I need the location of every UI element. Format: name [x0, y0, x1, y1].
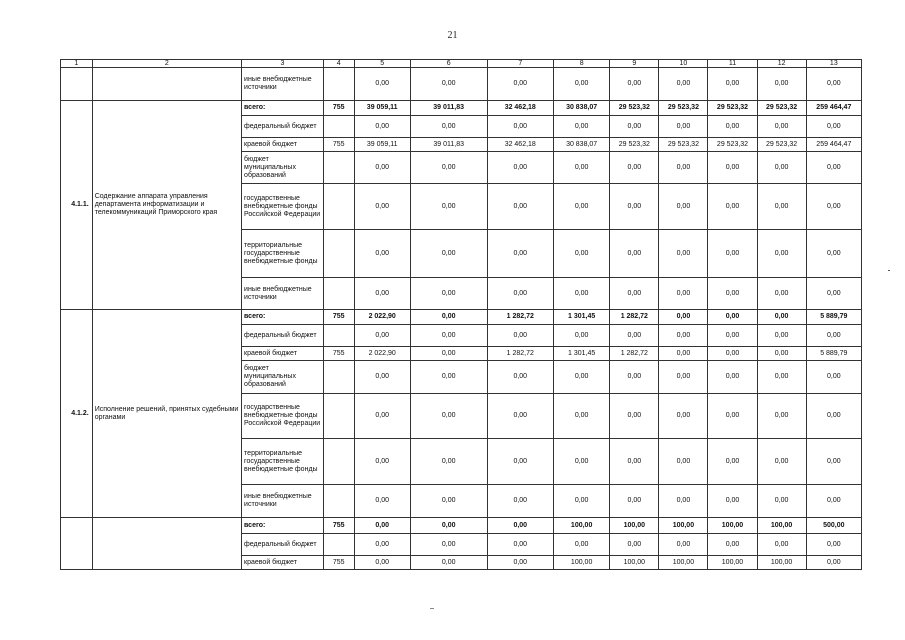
- grbs-cell: [323, 278, 354, 310]
- value-cell: 0,00: [708, 325, 757, 347]
- value-cell: 0,00: [806, 230, 861, 278]
- value-cell: 0,00: [806, 534, 861, 556]
- value-cell: 39 059,11: [354, 101, 410, 116]
- grbs-cell: [323, 325, 354, 347]
- value-cell: 0,00: [659, 325, 708, 347]
- funding-source-cell: иные внебюджетные источники: [242, 68, 324, 101]
- column-number-header: 2: [92, 60, 241, 68]
- value-cell: 0,00: [410, 347, 487, 361]
- value-cell: 39 059,11: [354, 138, 410, 152]
- value-cell: 0,00: [708, 184, 757, 230]
- funding-source-cell: всего:: [242, 310, 324, 325]
- value-cell: 0,00: [610, 485, 659, 518]
- value-cell: 0,00: [487, 152, 553, 184]
- value-cell: 0,00: [708, 485, 757, 518]
- value-cell: 0,00: [410, 534, 487, 556]
- value-cell: 100,00: [757, 518, 806, 534]
- value-cell: 0,00: [487, 230, 553, 278]
- funding-source-cell: краевой бюджет: [242, 347, 324, 361]
- value-cell: 32 462,18: [487, 101, 553, 116]
- grbs-cell: [323, 116, 354, 138]
- value-cell: 0,00: [354, 485, 410, 518]
- value-cell: 0,00: [708, 310, 757, 325]
- value-cell: 0,00: [757, 184, 806, 230]
- value-cell: 32 462,18: [487, 138, 553, 152]
- grbs-cell: [323, 439, 354, 485]
- value-cell: 0,00: [354, 325, 410, 347]
- measure-code-cell: 4.1.2.: [61, 310, 93, 518]
- funding-source-cell: федеральный бюджет: [242, 534, 324, 556]
- value-cell: 39 011,83: [410, 101, 487, 116]
- value-cell: 0,00: [354, 439, 410, 485]
- value-cell: 0,00: [354, 394, 410, 439]
- column-number-header: 6: [410, 60, 487, 68]
- value-cell: 1 282,72: [610, 310, 659, 325]
- value-cell: 0,00: [354, 361, 410, 394]
- value-cell: 0,00: [806, 556, 861, 570]
- value-cell: 0,00: [487, 68, 553, 101]
- value-cell: 0,00: [659, 278, 708, 310]
- value-cell: 0,00: [410, 556, 487, 570]
- value-cell: 0,00: [410, 485, 487, 518]
- funding-source-cell: федеральный бюджет: [242, 325, 324, 347]
- value-cell: 1 282,72: [610, 347, 659, 361]
- value-cell: 0,00: [354, 518, 410, 534]
- funding-source-cell: территориальные государственные внебюджетные фонды: [242, 230, 324, 278]
- value-cell: 0,00: [354, 116, 410, 138]
- value-cell: 0,00: [806, 361, 861, 394]
- funding-source-cell: всего:: [242, 518, 324, 534]
- grbs-cell: [323, 394, 354, 439]
- grbs-cell: 755: [323, 310, 354, 325]
- value-cell: 0,00: [610, 361, 659, 394]
- funding-source-cell: федеральный бюджет: [242, 116, 324, 138]
- grbs-cell: [323, 534, 354, 556]
- value-cell: 259 464,47: [806, 101, 861, 116]
- value-cell: 0,00: [659, 439, 708, 485]
- scan-speck: [888, 270, 890, 271]
- value-cell: 0,00: [757, 361, 806, 394]
- value-cell: 0,00: [610, 116, 659, 138]
- value-cell: 0,00: [487, 439, 553, 485]
- grbs-cell: 755: [323, 138, 354, 152]
- value-cell: 0,00: [410, 439, 487, 485]
- value-cell: 0,00: [410, 325, 487, 347]
- column-number-header: 8: [554, 60, 610, 68]
- value-cell: 0,00: [757, 439, 806, 485]
- value-cell: 2 022,90: [354, 347, 410, 361]
- value-cell: 0,00: [354, 184, 410, 230]
- value-cell: 100,00: [659, 556, 708, 570]
- value-cell: 2 022,90: [354, 310, 410, 325]
- value-cell: 0,00: [708, 68, 757, 101]
- value-cell: 0,00: [410, 310, 487, 325]
- value-cell: 100,00: [659, 518, 708, 534]
- value-cell: 29 523,32: [659, 101, 708, 116]
- value-cell: 0,00: [554, 68, 610, 101]
- value-cell: 0,00: [410, 518, 487, 534]
- value-cell: 0,00: [354, 68, 410, 101]
- value-cell: 0,00: [554, 534, 610, 556]
- value-cell: 29 523,32: [708, 101, 757, 116]
- value-cell: 0,00: [554, 439, 610, 485]
- funding-source-cell: территориальные государственные внебюджетные фонды: [242, 439, 324, 485]
- value-cell: 0,00: [487, 184, 553, 230]
- value-cell: 0,00: [757, 116, 806, 138]
- value-cell: 0,00: [708, 116, 757, 138]
- value-cell: 30 838,07: [554, 101, 610, 116]
- value-cell: 0,00: [610, 152, 659, 184]
- header-row: [61, 60, 862, 68]
- funding-source-cell: бюджет муниципальных образований: [242, 361, 324, 394]
- value-cell: 1 301,45: [554, 310, 610, 325]
- funding-source-cell: иные внебюджетные источники: [242, 278, 324, 310]
- value-cell: 0,00: [757, 394, 806, 439]
- measure-name-cell: Исполнение решений, принятых судебными органами: [92, 310, 241, 518]
- measure-code-cell: [61, 518, 93, 570]
- budget-table: [60, 59, 862, 570]
- value-cell: 0,00: [757, 230, 806, 278]
- value-cell: 0,00: [757, 68, 806, 101]
- code-cell: [61, 68, 93, 101]
- grbs-cell: [323, 68, 354, 101]
- value-cell: 0,00: [610, 230, 659, 278]
- column-number-header: 9: [610, 60, 659, 68]
- value-cell: 0,00: [487, 361, 553, 394]
- value-cell: 0,00: [610, 534, 659, 556]
- value-cell: 0,00: [806, 485, 861, 518]
- value-cell: 100,00: [554, 518, 610, 534]
- funding-source-cell: иные внебюджетные источники: [242, 485, 324, 518]
- value-cell: 0,00: [554, 278, 610, 310]
- table-row: [61, 101, 862, 116]
- value-cell: 0,00: [487, 534, 553, 556]
- value-cell: 0,00: [487, 485, 553, 518]
- grbs-cell: 755: [323, 101, 354, 116]
- funding-source-cell: краевой бюджет: [242, 138, 324, 152]
- value-cell: 5 889,79: [806, 347, 861, 361]
- value-cell: 29 523,32: [757, 138, 806, 152]
- value-cell: 0,00: [659, 485, 708, 518]
- value-cell: 0,00: [757, 152, 806, 184]
- funding-source-cell: всего:: [242, 101, 324, 116]
- value-cell: 0,00: [659, 230, 708, 278]
- value-cell: 0,00: [708, 152, 757, 184]
- column-number-header: 11: [708, 60, 757, 68]
- value-cell: 0,00: [354, 534, 410, 556]
- value-cell: 0,00: [410, 184, 487, 230]
- value-cell: 0,00: [354, 230, 410, 278]
- value-cell: 0,00: [410, 116, 487, 138]
- value-cell: 0,00: [610, 68, 659, 101]
- value-cell: 0,00: [659, 152, 708, 184]
- value-cell: 30 838,07: [554, 138, 610, 152]
- value-cell: 0,00: [487, 518, 553, 534]
- value-cell: 0,00: [610, 278, 659, 310]
- value-cell: 0,00: [806, 68, 861, 101]
- grbs-cell: [323, 230, 354, 278]
- value-cell: 100,00: [757, 556, 806, 570]
- value-cell: 0,00: [659, 116, 708, 138]
- value-cell: 0,00: [554, 394, 610, 439]
- value-cell: 0,00: [554, 361, 610, 394]
- value-cell: 0,00: [554, 116, 610, 138]
- value-cell: 0,00: [554, 184, 610, 230]
- value-cell: 1 282,72: [487, 310, 553, 325]
- value-cell: 0,00: [708, 347, 757, 361]
- value-cell: 0,00: [659, 394, 708, 439]
- value-cell: 0,00: [487, 278, 553, 310]
- value-cell: 0,00: [708, 230, 757, 278]
- value-cell: 0,00: [659, 534, 708, 556]
- value-cell: 0,00: [806, 184, 861, 230]
- scan-mark: [430, 608, 434, 609]
- value-cell: 0,00: [410, 230, 487, 278]
- value-cell: 0,00: [708, 278, 757, 310]
- value-cell: 0,00: [757, 310, 806, 325]
- measure-name-cell: [92, 518, 241, 570]
- value-cell: 500,00: [806, 518, 861, 534]
- value-cell: 100,00: [708, 518, 757, 534]
- value-cell: 100,00: [610, 518, 659, 534]
- value-cell: 1 301,45: [554, 347, 610, 361]
- column-number-header: 1: [61, 60, 93, 68]
- column-number-header: 5: [354, 60, 410, 68]
- column-number-header: 12: [757, 60, 806, 68]
- value-cell: 0,00: [354, 278, 410, 310]
- value-cell: 1 282,72: [487, 347, 553, 361]
- value-cell: 29 523,32: [757, 101, 806, 116]
- value-cell: 0,00: [659, 310, 708, 325]
- funding-source-cell: бюджет муниципальных образований: [242, 152, 324, 184]
- column-number-header: 4: [323, 60, 354, 68]
- value-cell: 0,00: [708, 394, 757, 439]
- value-cell: 0,00: [708, 361, 757, 394]
- value-cell: 0,00: [554, 230, 610, 278]
- value-cell: 0,00: [354, 556, 410, 570]
- value-cell: 0,00: [757, 278, 806, 310]
- value-cell: 0,00: [410, 394, 487, 439]
- value-cell: 0,00: [659, 68, 708, 101]
- value-cell: 29 523,32: [708, 138, 757, 152]
- grbs-cell: 755: [323, 347, 354, 361]
- value-cell: 0,00: [659, 347, 708, 361]
- value-cell: 0,00: [610, 394, 659, 439]
- value-cell: 0,00: [659, 184, 708, 230]
- value-cell: 0,00: [708, 439, 757, 485]
- value-cell: 100,00: [708, 556, 757, 570]
- grbs-cell: [323, 485, 354, 518]
- measure-name-cell: Содержание аппарата управления департамента информатизации и телекоммуникаций Приморского края: [92, 101, 241, 310]
- table-row: [61, 518, 862, 534]
- grbs-cell: [323, 361, 354, 394]
- page-number: 21: [447, 30, 458, 41]
- funding-source-cell: государственные внебюджетные фонды Российской Федерации: [242, 184, 324, 230]
- value-cell: 100,00: [554, 556, 610, 570]
- column-number-header: 13: [806, 60, 861, 68]
- table-row: [61, 68, 862, 101]
- value-cell: 0,00: [708, 534, 757, 556]
- value-cell: 0,00: [757, 325, 806, 347]
- value-cell: 0,00: [610, 184, 659, 230]
- value-cell: 0,00: [806, 116, 861, 138]
- column-number-header: 3: [242, 60, 324, 68]
- value-cell: 0,00: [806, 325, 861, 347]
- value-cell: 0,00: [554, 152, 610, 184]
- value-cell: 0,00: [659, 361, 708, 394]
- value-cell: 0,00: [806, 394, 861, 439]
- value-cell: 0,00: [757, 347, 806, 361]
- value-cell: 5 889,79: [806, 310, 861, 325]
- value-cell: 0,00: [806, 439, 861, 485]
- value-cell: 0,00: [554, 485, 610, 518]
- value-cell: 0,00: [487, 556, 553, 570]
- table-row: [61, 310, 862, 325]
- grbs-cell: 755: [323, 518, 354, 534]
- grbs-cell: [323, 184, 354, 230]
- value-cell: 259 464,47: [806, 138, 861, 152]
- value-cell: 0,00: [410, 152, 487, 184]
- value-cell: 0,00: [410, 361, 487, 394]
- measure-code-cell: 4.1.1.: [61, 101, 93, 310]
- grbs-cell: [323, 152, 354, 184]
- value-cell: 39 011,83: [410, 138, 487, 152]
- value-cell: 29 523,32: [610, 101, 659, 116]
- value-cell: 0,00: [757, 534, 806, 556]
- value-cell: 0,00: [487, 325, 553, 347]
- value-cell: 29 523,32: [659, 138, 708, 152]
- column-number-header: 10: [659, 60, 708, 68]
- name-cell: [92, 68, 241, 101]
- funding-source-cell: государственные внебюджетные фонды Российской Федерации: [242, 394, 324, 439]
- value-cell: 0,00: [610, 439, 659, 485]
- funding-source-cell: краевой бюджет: [242, 556, 324, 570]
- value-cell: 100,00: [610, 556, 659, 570]
- value-cell: 0,00: [410, 278, 487, 310]
- value-cell: 0,00: [487, 394, 553, 439]
- grbs-cell: 755: [323, 556, 354, 570]
- value-cell: 0,00: [610, 325, 659, 347]
- value-cell: 29 523,32: [610, 138, 659, 152]
- column-number-header: 7: [487, 60, 553, 68]
- value-cell: 0,00: [554, 325, 610, 347]
- value-cell: 0,00: [806, 278, 861, 310]
- value-cell: 0,00: [487, 116, 553, 138]
- value-cell: 0,00: [354, 152, 410, 184]
- value-cell: 0,00: [757, 485, 806, 518]
- value-cell: 0,00: [806, 152, 861, 184]
- table-body: [61, 60, 862, 570]
- value-cell: 0,00: [410, 68, 487, 101]
